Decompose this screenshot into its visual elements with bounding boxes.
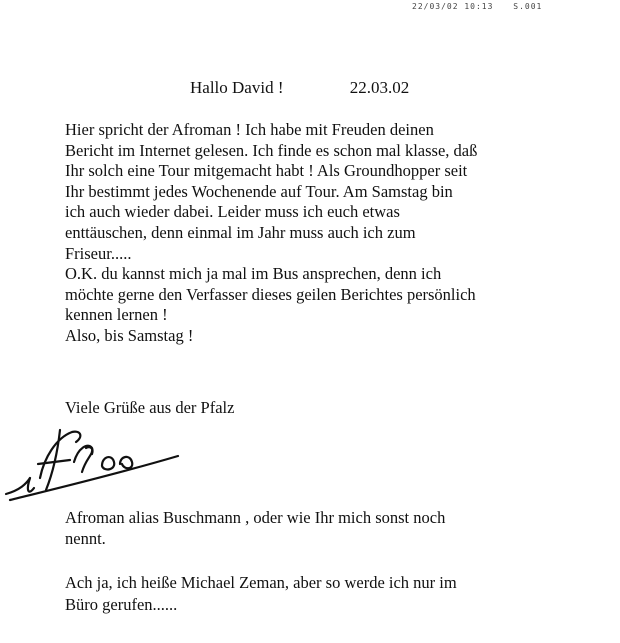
alias-paragraph xyxy=(65,508,445,549)
body-line: enttäuschen, denn einmal im Jahr muss auch ich zum xyxy=(65,222,416,242)
body-line: ich auch wieder dabei. Leider muss ich euch etwas xyxy=(65,202,400,222)
body-line: Friseur..... xyxy=(65,243,132,263)
postscript-line: Büro gerufen...... xyxy=(65,595,178,614)
letter-date: 22.03.02 xyxy=(349,78,410,97)
greeting-line xyxy=(190,78,409,98)
closing-greeting: Viele Grüße aus der Pfalz xyxy=(65,398,235,417)
salutation: Hallo David ! xyxy=(190,78,284,97)
fax-timestamp: 22/03/02 10:13 xyxy=(412,2,494,11)
letter-body xyxy=(65,120,585,347)
body-line: möchte gerne den Verfasser dieses geilen Berichtes persönlich xyxy=(65,284,476,304)
body-line: O.K. du kannst mich ja mal im Bus ansprechen, denn ich xyxy=(65,264,442,284)
alias-line: Afroman alias Buschmann , oder wie Ihr mich sonst noch xyxy=(65,508,446,527)
body-line: Ihr bestimmt jedes Wochenende auf Tour. Am Samstag bin xyxy=(65,181,453,201)
body-line: Also, bis Samstag ! xyxy=(65,325,194,345)
body-line: Bericht im Internet gelesen. Ich finde es schon mal klasse, daß xyxy=(65,140,478,160)
handwritten-signature xyxy=(0,418,200,508)
fax-header xyxy=(412,2,556,11)
body-line: kennen lernen ! xyxy=(65,305,168,325)
postscript-line: Ach ja, ich heiße Michael Zeman, aber so werde ich nur im xyxy=(65,573,457,592)
postscript-paragraph xyxy=(65,572,457,616)
alias-line: nennt. xyxy=(65,528,106,548)
body-line: Hier spricht der Afroman ! Ich habe mit Freuden deinen xyxy=(65,120,434,139)
fax-page-number: S.001 xyxy=(513,2,543,11)
body-line: Ihr solch eine Tour mitgemacht habt ! Als Groundhopper seit xyxy=(65,161,468,181)
